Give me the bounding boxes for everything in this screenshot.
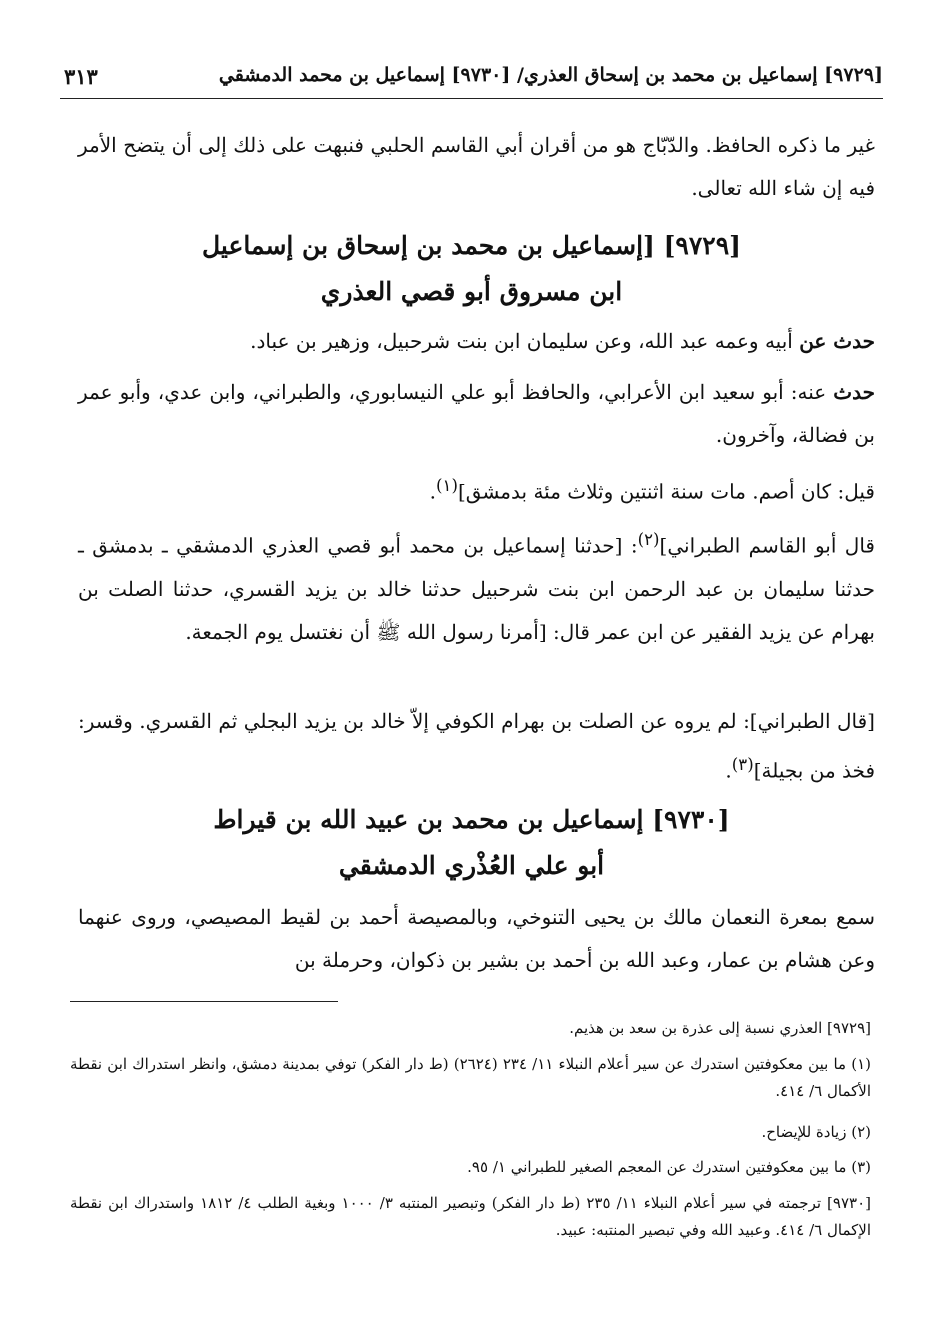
footnote-ref-1: (١)	[436, 476, 458, 495]
narrated-from-text: أبيه وعمه عبد الله، وعن سليمان ابن بنت شرحبيل، وزهير بن عباد.	[250, 329, 793, 353]
footnote-3: (٣) ما بين معكوفتين استدرك عن المعجم الصغير للطبراني ١/ ٩٥.	[467, 1158, 871, 1176]
death-note-end: .	[429, 479, 437, 504]
footnote-ref-3: (٣)	[731, 755, 754, 774]
entry-9730-paragraph: سمع بمعرة النعمان مالك بن يحيى التنوخي، وبالمصيصة أحمد بن لقيط المصيصي، وروى عنهما وعن هشام بن عمار، وعبد الله بن أحمد بن بشير بن ذكوان، وحرملة بن	[78, 905, 875, 972]
entry-9729-heading-line2: ابن مسروق أبو قصي العذري	[320, 277, 623, 306]
footnote-2: (٢) زيادة للإيضاح.	[761, 1123, 871, 1141]
entry-9730-heading-line2: أبو علي العُذْري الدمشقي	[338, 851, 605, 880]
footnote-1: (١) ما بين معكوفتين استدرك عن سير أعلام النبلاء ١١/ ٢٣٤ (٢٦٢٤) (ط دار الفكر) توفي بمدينة دمشق، وانظر استدراك ابن نقطة الأكمال ٦/ ٤١٤.	[70, 1055, 871, 1100]
death-note-text: قيل: كان أصم. مات سنة اثنتين وثلاث مئة بدمشق]	[457, 479, 875, 504]
entry-9729-tabarani-note	[78, 700, 875, 793]
hadith-text: : [حدثنا إسماعيل بن محمد أبو قصي العذري الدمشقي ـ بدمشق ـ حدثنا سليمان بن عبد الرحمن ابن بنت شرحبيل حدثنا خالد بن يزيد القسري، حدثنا الصلت بن بهرام عن يزيد الفقير عن ابن عمر قال: [أمرنا رسول الله ﷺ أن نغتسل يوم الجمعة.	[78, 533, 875, 644]
footnote-9729: [٩٧٢٩] العذري نسبة إلى عذرة بن سعد بن هذيم.	[569, 1019, 871, 1037]
running-header	[60, 58, 883, 99]
footnote-9730: [٩٧٣٠] ترجمته في سير أعلام النبلاء ١١/ ٢٣٥ (ط دار الفكر) وتبصير المنتبه ٣/ ١٠٠٠ وبغية الطلب ٤/ ١٨١٢ واستدراك ابن نقطة الإكمال ٦/ ٤١٤. وعبيد الله وفي تبصير المنتبه: عبيد.	[70, 1194, 871, 1239]
running-title: [٩٧٢٩] إسماعيل بن محمد بن إسحاق العذري/ [٩٧٣٠] إسماعيل بن محمد الدمشقي	[218, 64, 883, 86]
page-number: ٣١٣	[64, 64, 98, 89]
entry-9729-hadith	[78, 518, 875, 654]
entry-9729-heading-line1: [٩٧٢٩] [إسماعيل بن محمد بن إسحاق بن إسماعيل	[202, 231, 741, 260]
narrated-by-label: حدث	[833, 380, 875, 404]
hadith-intro: قال أبو القاسم الطبراني]	[659, 533, 875, 558]
narrated-from-label: حدث عن	[799, 329, 875, 353]
footnote-ref-2: (٢)	[637, 530, 660, 549]
narrated-by-text: عنه: أبو سعيد ابن الأعرابي، والحافظ أبو علي النيسابوري، والطبراني، وابن عدي، وأبو عمر بن فضالة، وآخرون.	[78, 380, 875, 447]
entry-9729-death-note	[78, 464, 875, 514]
tabarani-note-text: [قال الطبراني]: لم يروه عن الصلت بن بهرام الكوفي إلاّ خالد بن يزيد البجلي ثم القسري. وقسر: فخذ من بجيلة]	[78, 709, 875, 783]
entry-9729-narrated-from	[78, 320, 875, 363]
footnote-separator	[70, 1001, 338, 1002]
tabarani-note-end: .	[725, 758, 732, 783]
entry-9730-heading-line1: [٩٧٣٠] إسماعيل بن محمد بن عبيد الله بن قيراط	[213, 805, 730, 834]
entry-9729-narrated-by	[78, 371, 875, 457]
opening-paragraph: غير ما ذكره الحافظ. والدّبّاج هو من أقران أبي القاسم الحلبي فنبهت على ذلك إلى أن يتضح الأمر فيه إن شاء الله تعالى.	[78, 133, 875, 200]
